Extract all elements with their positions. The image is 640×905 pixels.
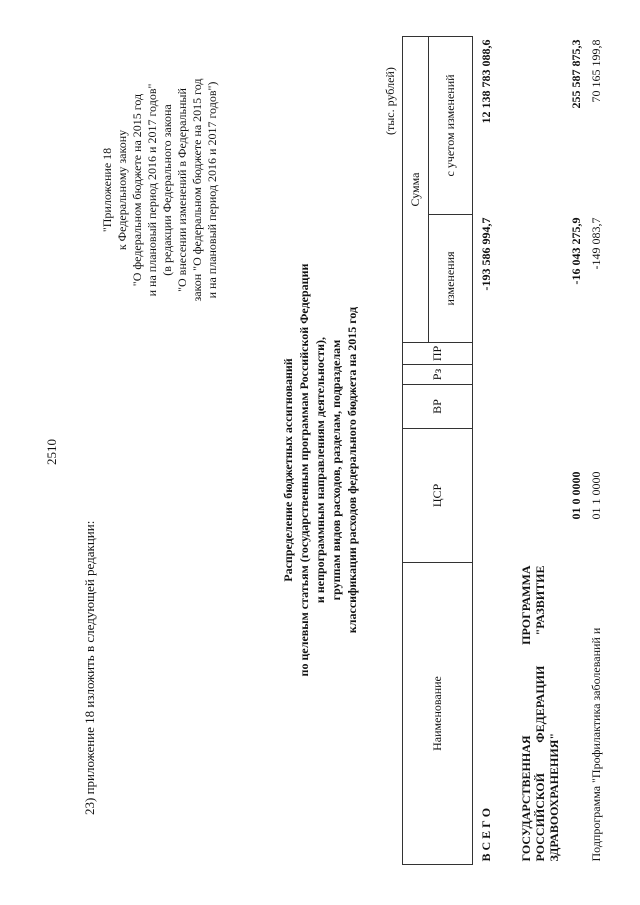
title-line: Распределение бюджетных ассигнований — [281, 358, 295, 582]
table-row — [513, 36, 583, 864]
row-name: Подпрограмма "Профилактика заболеваний и — [588, 627, 603, 862]
document-title — [280, 155, 360, 785]
units-label: (тыс. рублей) — [383, 67, 397, 135]
row-vr — [583, 385, 621, 429]
row-csr: 01 0 0000 — [568, 471, 583, 520]
row-pr — [583, 343, 621, 365]
header-csr: ЦСР — [403, 429, 473, 563]
row-change: -149 083,7 — [588, 217, 603, 270]
annex-header — [100, 35, 220, 345]
row-change: -16 043 275,9 — [568, 217, 583, 285]
row-name: ГОСУДАРСТВЕННАЯ ПРОГРАММА РОССИЙСКОЙ ФЕДЕРАЦИИ "РАЗВИТИЕ ЗДРАВООХРАНЕНИЯ" — [518, 565, 561, 862]
header-sum: Сумма — [403, 36, 429, 342]
header-change: изменения — [429, 215, 473, 343]
row-rz — [473, 365, 513, 385]
title-line: классификации расходов федерального бюджета на 2015 год — [345, 306, 359, 634]
row-change: -193 586 994,7 — [479, 217, 493, 291]
annex-line: и на плановый период 2016 и 2017 годов" — [145, 83, 159, 297]
intro-text: 23) приложение 18 изложить в следующей редакции: — [82, 520, 97, 815]
table-row — [583, 36, 621, 864]
row-pr — [473, 343, 513, 365]
title-line: и непрограммным направлениям деятельности), — [313, 336, 327, 604]
header-name: Наименование — [403, 563, 473, 865]
header-vr: ВР — [403, 385, 473, 429]
annex-line: к Федеральному закону — [115, 129, 129, 251]
row-vr — [473, 385, 513, 429]
row-csr: 01 1 0000 — [588, 471, 603, 520]
title-line: по целевым статьям (государственным программам Российской Федерации — [297, 263, 311, 677]
annex-line: "Приложение 18 — [100, 147, 114, 233]
title-line: группам видов расходов, разделам, подразделам — [329, 339, 343, 601]
table-row — [473, 36, 513, 864]
row-name: В С Е Г О — [479, 807, 493, 862]
page-number: 2510 — [44, 439, 59, 465]
row-rz — [583, 365, 621, 385]
annex-line: закон "О федеральном бюджете на 2015 год — [190, 78, 204, 302]
row-csr — [473, 429, 513, 563]
row-with-changes: 70 165 199,8 — [588, 39, 603, 103]
row-with-changes: 255 587 875,3 — [568, 39, 583, 109]
row-rz — [513, 365, 583, 385]
row-pr — [513, 343, 583, 365]
row-with-changes: 12 138 783 088,6 — [479, 39, 493, 124]
row-vr — [513, 385, 583, 429]
header-pr: ПР — [403, 343, 473, 365]
budget-table — [402, 36, 621, 865]
header-with-changes: с учетом изменений — [429, 36, 473, 214]
header-rz: Рз — [403, 365, 473, 385]
annex-line: "О федеральном бюджете на 2015 год — [130, 93, 144, 287]
annex-line: (в редакции Федерального закона — [160, 104, 174, 276]
annex-line: "О внесении изменений в Федеральный — [175, 88, 189, 292]
annex-line: и на плановый период 2016 и 2017 годов") — [205, 81, 219, 299]
